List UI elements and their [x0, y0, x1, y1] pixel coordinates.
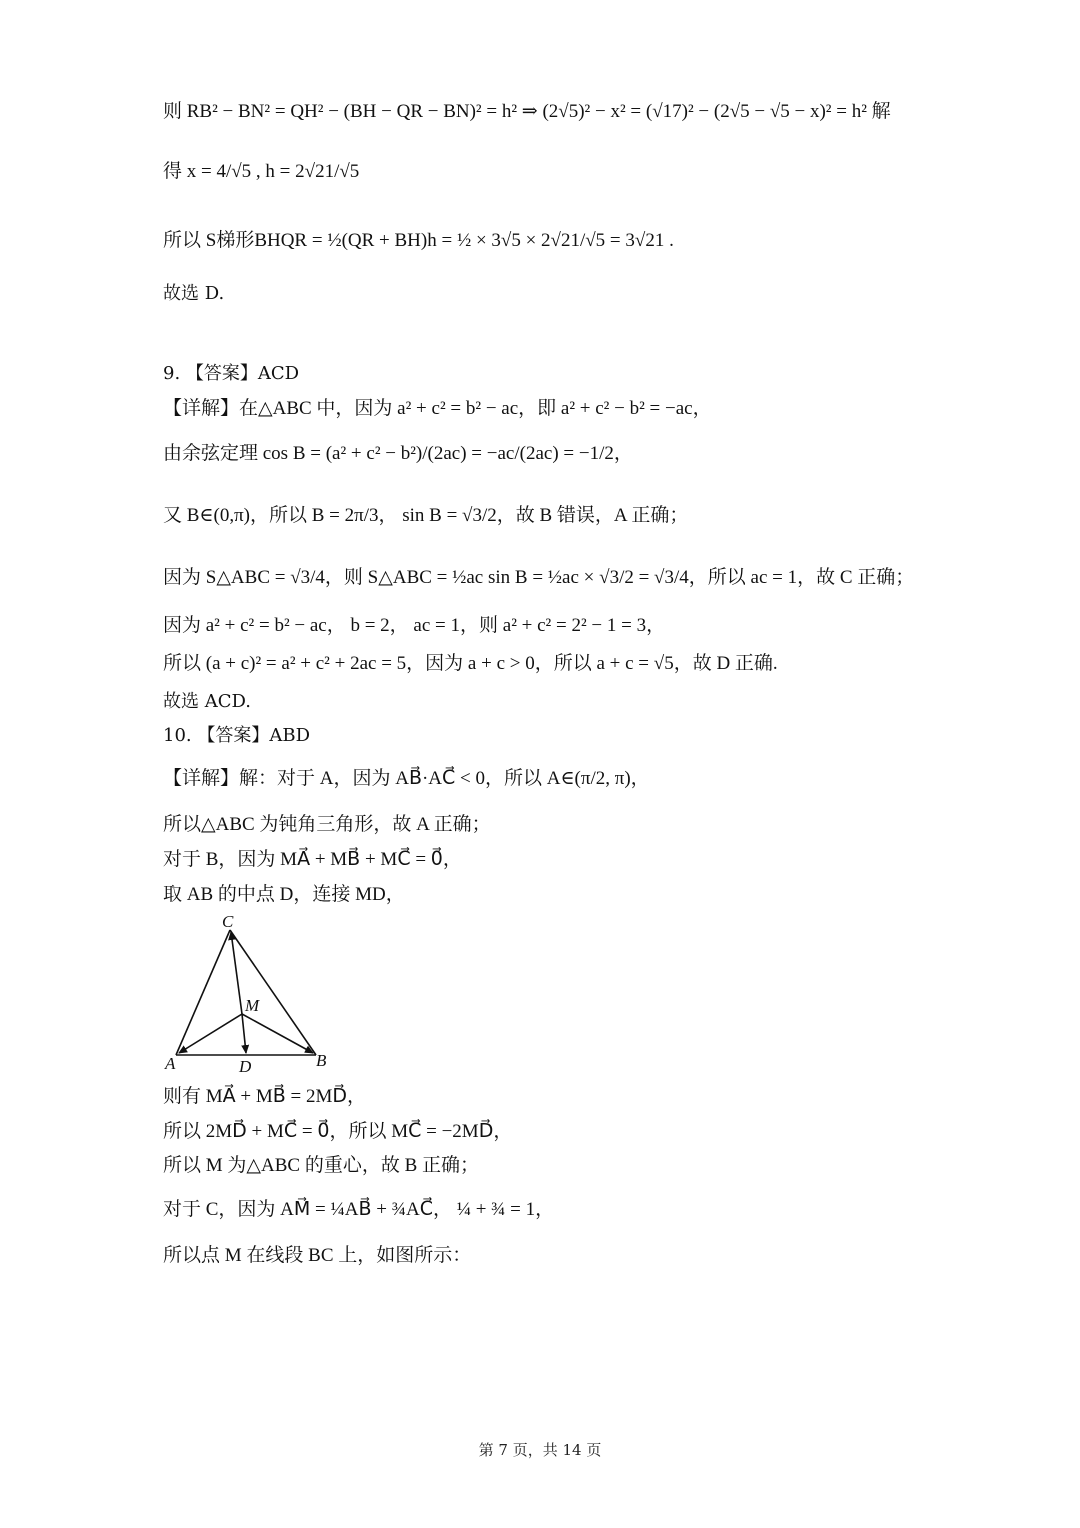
text-line-9: 因为 S△ABC = √3/4，则 S△ABC = ½ac sin B = ½ac × √3/2 = √3/4，所以 ac = 1，故 C 正确；	[163, 567, 915, 588]
label-b: B	[316, 1051, 327, 1070]
text-line-16: 对于 B，因为 MA⃗ + MB⃗ + MC⃗ = 0⃗，	[163, 849, 462, 870]
vector-ma	[179, 1014, 242, 1053]
label-d: D	[239, 1057, 252, 1076]
text-line-18: 则有 MA⃗ + MB⃗ = 2MD⃗，	[163, 1086, 367, 1107]
text-line-6: 【详解】在△ABC 中，因为 a² + c² = b² − ac，即 a² + c² − b² = −ac，	[163, 398, 712, 419]
text-line-15: 所以△ABC 为钝角三角形，故 A 正确；	[163, 814, 491, 835]
text-line-3: 所以 S梯形BHQR = ½(QR + BH)h = ½ × 3√5 × 2√21/√5 = 3√21 .	[163, 230, 674, 251]
text-line-22: 所以点 M 在线段 BC 上，如图所示：	[163, 1245, 472, 1266]
text-line-14: 【详解】解：对于 A，因为 AB⃗·AC⃗ < 0，所以 A∈(π/2, π)，	[163, 768, 650, 789]
text-line-10: 因为 a² + c² = b² − ac， b = 2， ac = 1，则 a² + c² = 2² − 1 = 3，	[163, 615, 666, 636]
text-line-2: 得 x = 4/√5 , h = 2√21/√5	[163, 161, 360, 182]
text-line-7: 由余弦定理 cos B = (a² + c² − b²)/(2ac) = −ac/(2ac) = −1/2，	[163, 443, 633, 464]
text-line-4: 故选 D.	[163, 283, 225, 304]
triangle-figure	[160, 910, 340, 1080]
vector-md	[242, 1014, 246, 1053]
vector-mb	[242, 1014, 313, 1053]
side-ca	[176, 930, 230, 1055]
page-number-footer: 第 7 页，共 14 页	[478, 1441, 602, 1459]
side-cb	[230, 930, 316, 1055]
text-line-1: 则 RB² − BN² = QH² − (BH − QR − BN)² = h² ⇒ (2√5)² − x² = (√17)² − (2√5 − √5 − x)² = h² 解	[163, 101, 891, 122]
text-line-8: 又 B∈(0,π)，所以 B = 2π/3， sin B = √3/2，故 B 错误，A 正确；	[163, 505, 689, 526]
text-line-21: 对于 C，因为 AM⃗ = ¼AB⃗ + ¾AC⃗， ¼ + ¾ = 1，	[163, 1199, 555, 1220]
label-m: M	[245, 996, 260, 1015]
label-c: C	[222, 912, 234, 931]
answer-10-heading: 10. 【答案】ABD	[163, 725, 311, 746]
label-a: A	[165, 1054, 176, 1073]
text-line-20: 所以 M 为△ABC 的重心，故 B 正确；	[163, 1155, 479, 1176]
text-line-12: 故选 ACD.	[163, 691, 252, 712]
text-line-19: 所以 2MD⃗ + MC⃗ = 0⃗，所以 MC⃗ = −2MD⃗，	[163, 1121, 513, 1142]
answer-9-heading: 9. 【答案】ACD	[163, 363, 300, 384]
text-line-17: 取 AB 的中点 D，连接 MD，	[163, 884, 405, 905]
text-line-11: 所以 (a + c)² = a² + c² + 2ac = 5，因为 a + c > 0，所以 a + c = √5，故 D 正确.	[163, 653, 778, 674]
